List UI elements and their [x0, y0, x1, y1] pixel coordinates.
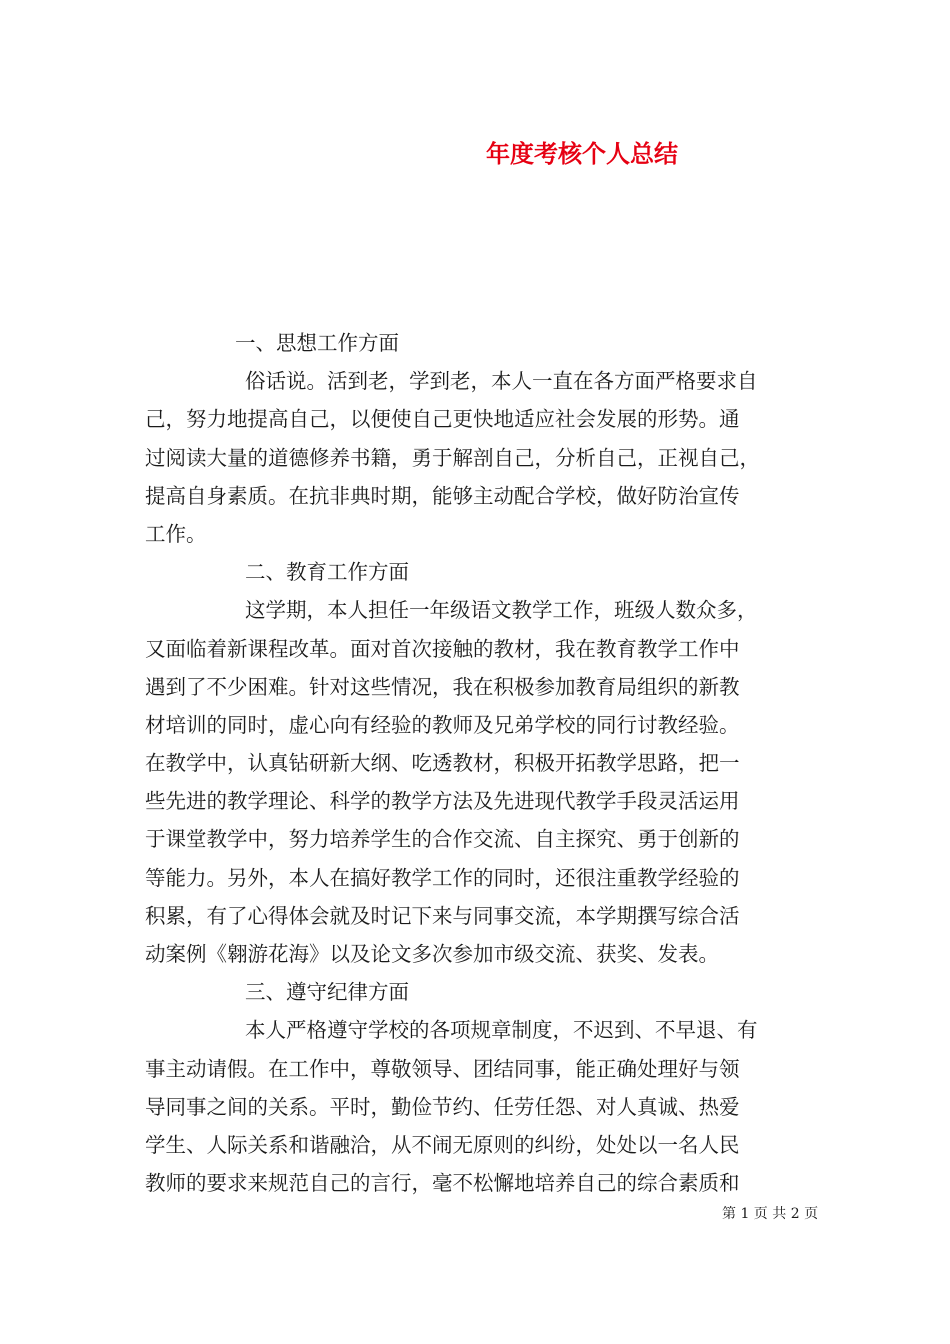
paragraph-line: 己，努力地提高自己，以便使自己更快地适应社会发展的形势。通 [145, 407, 740, 432]
paragraph-line: 在教学中，认真钻研新大纲、吃透教材，积极开拓教学思路，把一 [145, 751, 740, 776]
paragraph-line: 等能力。另外，本人在搞好教学工作的同时，还很注重教学经验的 [145, 865, 740, 890]
paragraph-line: 提高自身素质。在抗非典时期，能够主动配合学校，做好防治宣传 [145, 483, 740, 508]
paragraph-line: 些先进的教学理论、科学的教学方法及先进现代教学手段灵活运用 [145, 789, 740, 814]
paragraph-line: 这学期，本人担任一年级语文教学工作，班级人数众多， [245, 598, 758, 623]
section-heading: 一、思想工作方面 [235, 331, 399, 355]
paragraph-line: 事主动请假。在工作中，尊敬领导、团结同事，能正确处理好与领 [145, 1056, 740, 1081]
paragraph-line: 于课堂教学中，努力培养学生的合作交流、自主探究、勇于创新的 [145, 827, 740, 852]
paragraph-line: 俗话说。活到老，学到老，本人一直在各方面严格要求自 [245, 369, 758, 394]
paragraph-line: 材培训的同时，虚心向有经验的教师及兄弟学校的同行讨教经验。 [145, 712, 740, 737]
paragraph-line: 教师的要求来规范自己的言行，毫不松懈地培养自己的综合素质和 [145, 1171, 740, 1196]
paragraph-line: 学生、人际关系和谐融洽，从不闹无原则的纠纷，处处以一名人民 [145, 1132, 740, 1157]
paragraph-line: 工作。 [145, 521, 207, 546]
section-heading: 二、教育工作方面 [245, 560, 409, 585]
document-body [145, 324, 805, 1202]
paragraph-line: 积累，有了心得体会就及时记下来与同事交流，本学期撰写综合活 [145, 903, 740, 928]
page-number-footer: 第 1 页 共 2 页 [722, 1206, 819, 1222]
paragraph-line: 又面临着新课程改革。面对首次接触的教材，我在教育教学工作中 [145, 636, 740, 661]
paragraph-line: 过阅读大量的道德修养书籍，勇于解剖自己，分析自己，正视自己， [145, 445, 760, 470]
paragraph-line: 本人严格遵守学校的各项规章制度，不迟到、不早退、有 [245, 1018, 758, 1043]
section-heading: 三、遵守纪律方面 [245, 980, 409, 1005]
paragraph-line: 遇到了不少困难。针对这些情况，我在积极参加教育局组织的新教 [145, 674, 740, 699]
paragraph-line: 导同事之间的关系。平时，勤俭节约、任劳任怨、对人真诚、热爱 [145, 1094, 740, 1119]
paragraph-line: 动案例《翱游花海》以及论文多次参加市级交流、获奖、发表。 [145, 942, 719, 966]
document-title: 年度考核个人总结 [486, 140, 678, 168]
